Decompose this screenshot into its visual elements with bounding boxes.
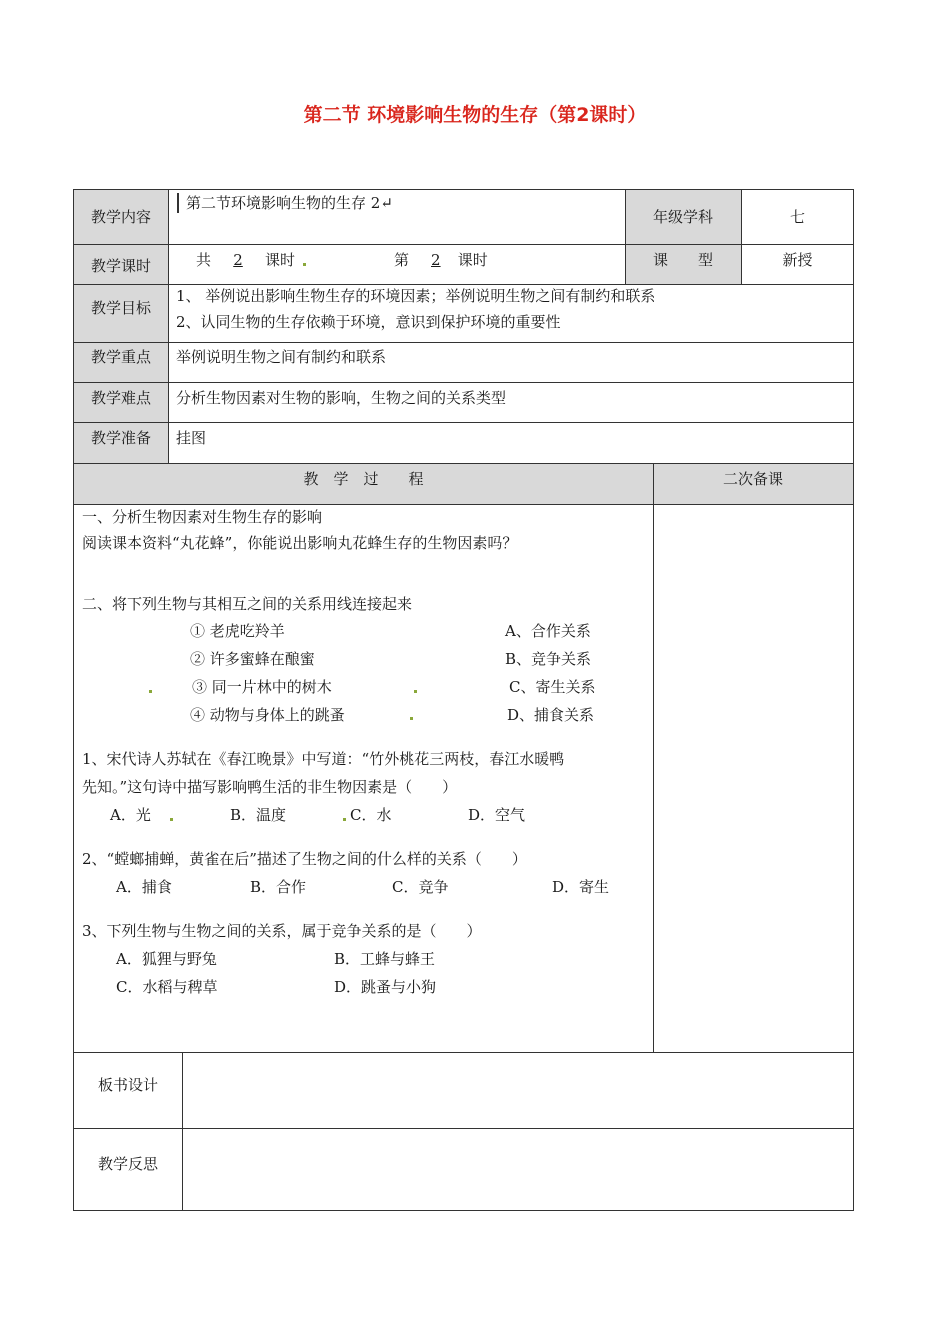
edit-mark <box>149 690 152 693</box>
edit-mark <box>414 690 417 693</box>
grade-value: 七 <box>789 208 805 226</box>
content-label: 教学内容 <box>90 208 151 226</box>
section-1-question: 阅读课本资料“丸花蜂”，你能说出影响丸花蜂生存的生物因素吗？ <box>82 534 518 552</box>
edit-mark <box>343 818 346 821</box>
right-item: C、寄生关系 <box>509 678 596 696</box>
question-3-option: C．水稻与稗草 <box>116 978 218 996</box>
question-3-option: D．跳蚤与小狗 <box>334 978 437 996</box>
key-label: 教学重点 <box>90 348 151 366</box>
question-2-line: 2、“螳螂捕蝉，黄雀在后”描述了生物之间的什么样的关系（ ） <box>82 850 527 868</box>
edit-mark <box>303 263 306 266</box>
period-total: 共 2 课时 <box>196 251 296 269</box>
question-3-option: B．工蜂与蜂王 <box>334 950 436 968</box>
board-design-label: 板书设计 <box>97 1076 158 1094</box>
prep-value: 挂图 <box>176 429 207 447</box>
edit-mark <box>170 818 173 821</box>
period-total-value: 2 <box>233 251 243 269</box>
goal-1: 1、 举例说出影响生物生存的环境因素；举例说明生物之间有制约和联系 <box>176 287 656 305</box>
type-value: 新授 <box>782 251 813 269</box>
difficulty-label: 教学难点 <box>90 389 151 407</box>
period-current-value: 2 <box>431 251 441 269</box>
question-2-option: D．寄生 <box>552 878 610 896</box>
section-1-title: 一、分析生物因素对生物生存的影响 <box>82 508 323 526</box>
question-1-line-2: 先知。”这句诗中描写影响鸭生活的非生物因素是（ ） <box>82 778 458 796</box>
right-item: D、捕食关系 <box>507 706 595 724</box>
question-1-option: D．空气 <box>468 806 526 824</box>
left-item: ② 许多蜜蜂在酿蜜 <box>190 650 315 668</box>
question-1-option: B．温度 <box>230 806 287 824</box>
goal-2: 2、认同生物的生存依赖于环境，意识到保护环境的重要性 <box>176 313 561 331</box>
section-2-title: 二、将下列生物与其相互之间的关系用线连接起来 <box>82 595 413 613</box>
left-item: ③ 同一片林中的树木 <box>192 678 332 696</box>
right-item: B、竞争关系 <box>505 650 592 668</box>
page-title: 第二节 环境影响生物的生存（第2课时） <box>303 104 647 126</box>
period-label: 教学课时 <box>90 257 151 275</box>
question-2-option: A．捕食 <box>116 878 172 896</box>
right-item: A、合作关系 <box>505 622 591 640</box>
text-cursor <box>177 193 179 213</box>
question-2-option: B．合作 <box>250 878 307 896</box>
key-value: 举例说明生物之间有制约和联系 <box>176 348 387 366</box>
left-item: ① 老虎吃羚羊 <box>190 622 285 640</box>
prep-label: 教学准备 <box>90 429 151 447</box>
difficulty-value: 分析生物因素对生物的影响，生物之间的关系类型 <box>176 389 507 407</box>
goal-label: 教学目标 <box>90 299 151 317</box>
process-header: 教 学 过 程 <box>303 470 424 488</box>
reflection-label: 教学反思 <box>97 1155 158 1173</box>
left-item: ④ 动物与身体上的跳蚤 <box>190 706 345 724</box>
content-value: 第二节环境影响生物的生存 2↵ <box>186 194 393 212</box>
question-3-option: A．狐狸与野兔 <box>116 950 217 968</box>
question-1-option: C．水 <box>350 806 392 824</box>
grade-label: 年级学科 <box>652 208 713 226</box>
period-current: 第 2 课时 <box>394 251 488 269</box>
edit-mark <box>410 717 413 720</box>
side-header: 二次备课 <box>722 470 783 488</box>
question-1-line-1: 1、宋代诗人苏轼在《春江晚景》中写道：“竹外桃花三两枝，春江水暖鸭 <box>82 750 565 768</box>
question-1-option: A．光 <box>110 806 151 824</box>
question-3-line: 3、下列生物与生物之间的关系，属于竞争关系的是（ ） <box>82 922 482 940</box>
type-label: 课 型 <box>652 251 713 269</box>
question-2-option: C．竞争 <box>392 878 449 896</box>
